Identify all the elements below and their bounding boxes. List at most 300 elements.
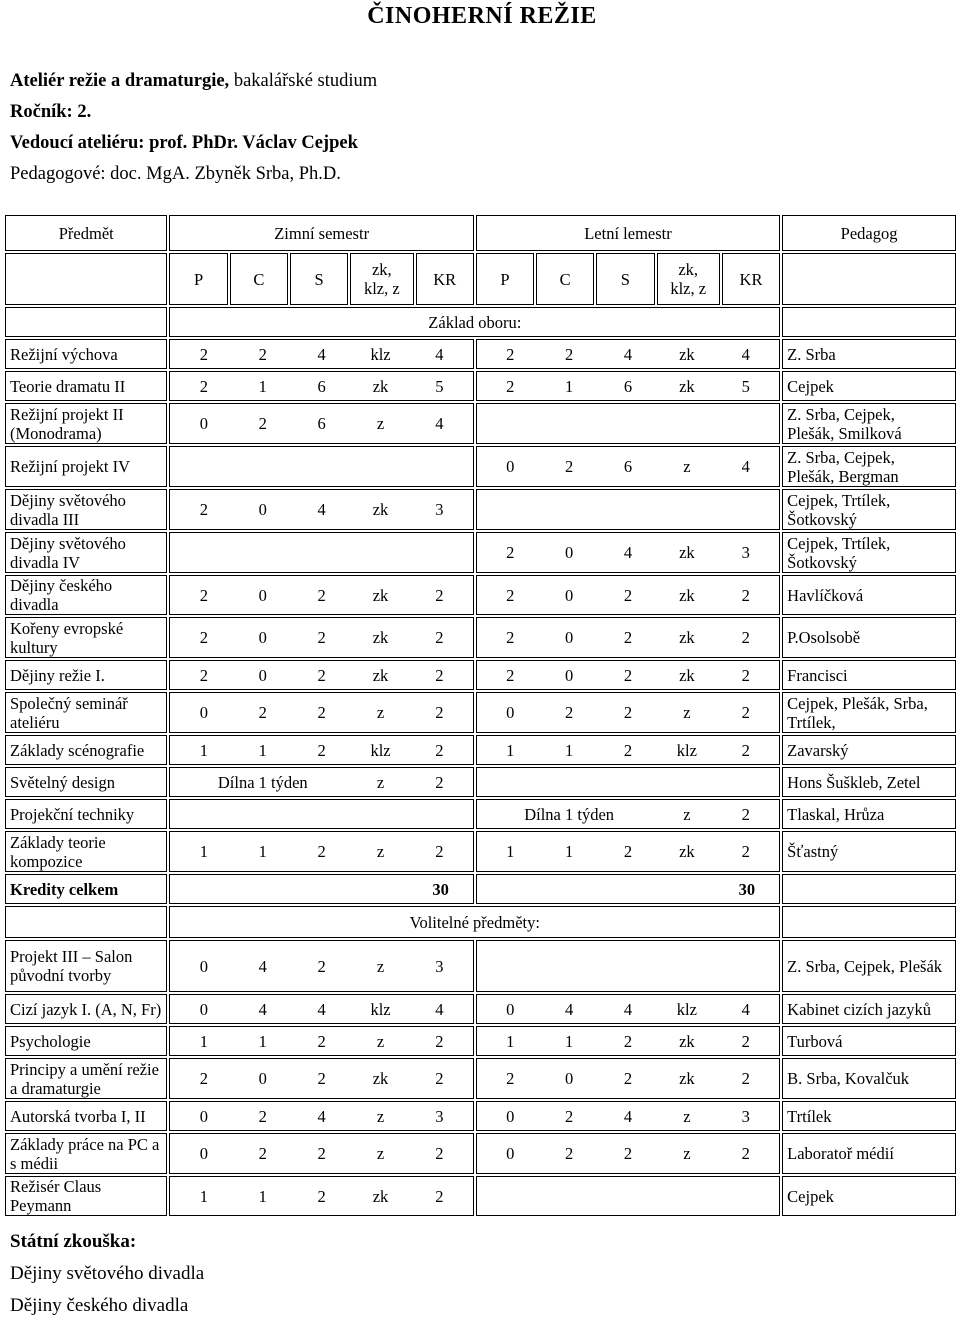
value-cell: 4 bbox=[435, 344, 444, 364]
teacher-name: Laboratoř médií bbox=[782, 1133, 956, 1174]
teacher-name: Cejpek bbox=[782, 1176, 956, 1216]
value-cell: 0 bbox=[565, 628, 574, 647]
value-cell: 2 bbox=[199, 500, 209, 519]
summer-values bbox=[476, 735, 780, 765]
summer-values bbox=[476, 532, 780, 573]
value-cell: z bbox=[683, 1106, 691, 1126]
value-cell: 0 bbox=[199, 956, 209, 976]
value-cell: zk bbox=[679, 1031, 695, 1051]
value-cell: 2 bbox=[623, 842, 633, 861]
value-cell: 2 bbox=[741, 1031, 750, 1051]
value-cell: 4 bbox=[258, 956, 267, 976]
value-cell: 4 bbox=[623, 543, 633, 562]
value-cell: zk bbox=[679, 628, 695, 647]
value-grid bbox=[174, 628, 468, 647]
col-head-subject: Předmět bbox=[5, 215, 167, 251]
value-cell: 1 bbox=[258, 842, 267, 861]
empty-cell bbox=[782, 874, 956, 904]
value-cell: klz bbox=[370, 999, 391, 1019]
value-cell: 2 bbox=[623, 585, 633, 605]
teacher-name: B. Srba, Kovalčuk bbox=[782, 1058, 956, 1099]
empty-cell bbox=[782, 253, 956, 305]
value-cell: 4 bbox=[435, 999, 444, 1019]
table-row bbox=[5, 906, 956, 938]
value-cell: 1 bbox=[565, 376, 574, 396]
value-cell: 4 bbox=[435, 414, 444, 433]
workshop-label: Dílna 1 týden bbox=[524, 804, 615, 824]
value-grid bbox=[481, 1144, 775, 1163]
state-exam-heading: Státní zkouška: bbox=[10, 1231, 137, 1252]
empty-cell bbox=[5, 253, 167, 305]
value-cell: 6 bbox=[623, 376, 633, 396]
value-cell: zk bbox=[679, 1069, 695, 1088]
value-cell: zk bbox=[372, 1186, 389, 1206]
winter-values bbox=[169, 371, 473, 401]
value-grid bbox=[174, 666, 468, 685]
value-cell: 4 bbox=[317, 999, 326, 1019]
value-grid bbox=[481, 703, 775, 722]
col-head: zk, klz, z bbox=[350, 253, 413, 305]
value-cell: 2 bbox=[317, 956, 326, 976]
value-cell: 0 bbox=[258, 628, 267, 647]
value-cell: 0 bbox=[199, 703, 209, 722]
teacher-name: Francisci bbox=[782, 660, 956, 690]
subject-name: Režisér Claus Peymann bbox=[5, 1176, 167, 1216]
value-cell: klz bbox=[370, 344, 391, 364]
winter-values bbox=[169, 994, 473, 1024]
value-grid bbox=[481, 1107, 775, 1126]
value-cell: 2 bbox=[435, 772, 444, 792]
value-cell: 2 bbox=[506, 628, 515, 647]
value-cell: 2 bbox=[741, 1144, 750, 1163]
value-cell: 0 bbox=[506, 703, 515, 722]
value-grid bbox=[481, 1069, 775, 1088]
winter-values bbox=[169, 660, 473, 690]
value-cell: 2 bbox=[741, 703, 750, 722]
winter-values bbox=[169, 403, 473, 444]
value-cell: 6 bbox=[317, 414, 326, 433]
value-cell: 2 bbox=[623, 665, 633, 685]
page-title: ČINOHERNÍ REŽIE bbox=[367, 3, 597, 29]
value-grid bbox=[481, 377, 775, 396]
col-head-summer: Letní lemestr bbox=[476, 215, 780, 251]
value-cell: 2 bbox=[317, 842, 326, 861]
value-cell: 2 bbox=[317, 628, 326, 647]
table-row bbox=[5, 735, 956, 765]
col-head: P bbox=[169, 253, 227, 305]
value-cell: 0 bbox=[199, 1144, 209, 1163]
value-cell: 4 bbox=[623, 999, 633, 1019]
value-cell: 2 bbox=[506, 344, 515, 364]
value-cell: 2 bbox=[435, 1186, 444, 1206]
value-cell: 1 bbox=[258, 376, 267, 396]
teacher-name: Zavarský bbox=[782, 735, 956, 765]
winter-values bbox=[169, 735, 473, 765]
teacher-name: Havlíčková bbox=[782, 575, 956, 615]
value-cell: 1 bbox=[506, 1031, 515, 1051]
value-cell: 4 bbox=[741, 344, 750, 364]
document-header bbox=[10, 66, 377, 190]
table-row bbox=[5, 403, 956, 444]
table-row bbox=[5, 339, 956, 369]
value-cell: 2 bbox=[317, 585, 326, 605]
summer-values bbox=[476, 446, 780, 487]
col-head: zk, klz, z bbox=[657, 253, 720, 305]
value-cell: 1 bbox=[258, 740, 267, 760]
summer-values bbox=[476, 403, 780, 444]
value-cell: 0 bbox=[258, 500, 267, 519]
subject-name: Dějiny světového divadla III bbox=[5, 489, 167, 530]
teacher-name: P.Osolsobě bbox=[782, 617, 956, 658]
section-optional-heading: Volitelné předměty: bbox=[169, 906, 780, 938]
value-cell: 3 bbox=[435, 500, 444, 519]
value-cell: 2 bbox=[258, 703, 267, 722]
table-row bbox=[5, 994, 956, 1024]
value-cell: 2 bbox=[199, 344, 209, 364]
col-head-winter: Zimní semestr bbox=[169, 215, 473, 251]
value-cell: z bbox=[376, 772, 385, 792]
value-cell: 4 bbox=[317, 344, 326, 364]
value-cell: klz bbox=[370, 740, 391, 760]
value-cell: 1 bbox=[199, 740, 209, 760]
winter-values bbox=[169, 489, 473, 530]
value-grid bbox=[174, 1069, 468, 1088]
col-head: S bbox=[290, 253, 348, 305]
value-cell: 2 bbox=[506, 376, 515, 396]
curriculum-table bbox=[3, 213, 958, 1218]
winter-values bbox=[169, 831, 473, 872]
value-grid bbox=[481, 842, 775, 861]
table-row bbox=[5, 1058, 956, 1099]
value-cell: 0 bbox=[506, 1106, 515, 1126]
value-cell: 2 bbox=[258, 344, 267, 364]
head-line: Vedoucí ateliéru: prof. PhDr. Václav Cejpek bbox=[10, 133, 358, 153]
winter-values bbox=[169, 532, 473, 573]
value-cell: 4 bbox=[741, 457, 750, 476]
value-cell: 2 bbox=[199, 1069, 209, 1088]
subject-name: Principy a umění režie a dramaturgie bbox=[5, 1058, 167, 1099]
winter-values bbox=[169, 1176, 473, 1216]
subject-name: Režijní projekt II (Monodrama) bbox=[5, 403, 167, 444]
value-cell: 1 bbox=[506, 842, 515, 861]
col-head: P bbox=[476, 253, 534, 305]
value-cell: 2 bbox=[565, 457, 574, 476]
table-row bbox=[5, 1101, 956, 1131]
empty-cell bbox=[782, 307, 956, 337]
value-cell: klz bbox=[676, 999, 697, 1019]
col-head: KR bbox=[722, 253, 780, 305]
value-cell: 2 bbox=[741, 804, 750, 824]
subject-name: Psychologie bbox=[5, 1026, 167, 1056]
value-cell: 2 bbox=[506, 1069, 515, 1088]
value-cell: 2 bbox=[623, 703, 633, 722]
value-cell: 2 bbox=[435, 1031, 444, 1051]
value-cell: 2 bbox=[199, 665, 209, 685]
summer-values bbox=[476, 692, 780, 733]
value-cell: 1 bbox=[258, 1031, 267, 1051]
value-cell: 1 bbox=[258, 1186, 267, 1206]
teacher-name: Šťastný bbox=[782, 831, 956, 872]
value-grid bbox=[174, 773, 468, 792]
value-cell: 0 bbox=[199, 414, 209, 433]
empty-cell bbox=[5, 307, 167, 337]
value-cell: 2 bbox=[317, 665, 326, 685]
value-cell: 2 bbox=[317, 1186, 326, 1206]
value-cell: z bbox=[683, 1144, 691, 1163]
winter-values bbox=[169, 767, 473, 797]
value-cell: zk bbox=[372, 500, 389, 519]
col-head: C bbox=[230, 253, 288, 305]
value-grid bbox=[174, 500, 468, 519]
value-cell: z bbox=[376, 1144, 385, 1163]
value-cell: 4 bbox=[741, 999, 750, 1019]
subject-name: Dějiny světového divadla IV bbox=[5, 532, 167, 573]
value-cell: 0 bbox=[565, 1069, 574, 1088]
value-cell: 2 bbox=[435, 585, 444, 605]
subject-name: Režijní projekt IV bbox=[5, 446, 167, 487]
value-cell: zk bbox=[679, 585, 695, 605]
table-row bbox=[5, 617, 956, 658]
value-cell: 2 bbox=[741, 628, 750, 647]
value-cell: 2 bbox=[623, 1031, 633, 1051]
value-grid bbox=[481, 805, 775, 824]
value-cell: z bbox=[376, 956, 385, 976]
value-cell: zk bbox=[679, 376, 695, 396]
subject-name: Základy scénografie bbox=[5, 735, 167, 765]
table-row bbox=[5, 532, 956, 573]
value-cell: zk bbox=[372, 1069, 389, 1088]
teacher-name: Z. Srba, Cejpek, Plešák, Smilková bbox=[782, 403, 956, 444]
value-cell: 0 bbox=[506, 999, 515, 1019]
value-cell: 2 bbox=[741, 740, 750, 760]
value-grid bbox=[174, 586, 468, 605]
subject-name: Kořeny evropské kultury bbox=[5, 617, 167, 658]
value-cell: zk bbox=[372, 665, 389, 685]
value-cell: 2 bbox=[199, 628, 209, 647]
value-cell: zk bbox=[679, 543, 695, 562]
value-cell: 2 bbox=[199, 585, 209, 605]
table-row bbox=[5, 874, 956, 904]
value-cell: 2 bbox=[317, 1069, 326, 1088]
value-cell: 6 bbox=[623, 457, 633, 476]
value-cell: 2 bbox=[741, 585, 750, 605]
value-grid bbox=[174, 1144, 468, 1163]
subject-name: Cizí jazyk I. (A, N, Fr) bbox=[5, 994, 167, 1024]
value-cell: 4 bbox=[565, 999, 574, 1019]
value-cell: 5 bbox=[435, 376, 444, 396]
value-cell: klz bbox=[676, 740, 697, 760]
subject-name: Základy teorie kompozice bbox=[5, 831, 167, 872]
table-row bbox=[5, 940, 956, 992]
summer-values bbox=[476, 1026, 780, 1056]
value-grid bbox=[481, 586, 775, 605]
year-line: Ročník: 2. bbox=[10, 102, 92, 122]
value-cell: 2 bbox=[506, 585, 515, 605]
value-cell: 2 bbox=[506, 665, 515, 685]
value-cell: 2 bbox=[435, 740, 444, 760]
value-cell: z bbox=[683, 457, 691, 476]
table-row bbox=[5, 660, 956, 690]
winter-values bbox=[169, 692, 473, 733]
value-cell: zk bbox=[679, 842, 695, 861]
value-cell: 3 bbox=[435, 1106, 444, 1126]
state-exam-item: Dějiny světového divadla bbox=[10, 1263, 205, 1284]
summer-values bbox=[476, 1058, 780, 1099]
value-cell: 2 bbox=[565, 703, 574, 722]
table-row bbox=[5, 767, 956, 797]
value-cell: zk bbox=[372, 376, 389, 396]
table-row bbox=[5, 371, 956, 401]
teacher-name: Cejpek, Trtílek, Šotkovský bbox=[782, 489, 956, 530]
col-head: KR bbox=[416, 253, 474, 305]
table-row bbox=[5, 692, 956, 733]
value-grid bbox=[174, 377, 468, 396]
value-cell: 0 bbox=[565, 665, 574, 685]
teacher-name: Trtílek bbox=[782, 1101, 956, 1131]
value-cell: 2 bbox=[741, 1069, 750, 1088]
value-cell: 2 bbox=[199, 376, 209, 396]
winter-values bbox=[169, 1026, 473, 1056]
subject-name: Světelný design bbox=[5, 767, 167, 797]
state-exam bbox=[10, 1226, 204, 1322]
value-grid bbox=[174, 345, 468, 364]
teacher-name: Hons Šuškleb, Zetel bbox=[782, 767, 956, 797]
value-cell: 2 bbox=[741, 842, 750, 861]
value-grid bbox=[174, 703, 468, 722]
section-basic-heading: Základ oboru: bbox=[169, 307, 780, 337]
table-row bbox=[5, 215, 956, 251]
teacher-name: Z. Srba bbox=[782, 339, 956, 369]
value-cell: 2 bbox=[435, 628, 444, 647]
value-grid bbox=[174, 842, 468, 861]
value-grid bbox=[481, 1000, 775, 1019]
summer-values bbox=[476, 1133, 780, 1174]
value-cell: 2 bbox=[623, 740, 633, 760]
teacher-name: Z. Srba, Cejpek, Plešák bbox=[782, 940, 956, 992]
teacher-name: Cejpek bbox=[782, 371, 956, 401]
summer-values bbox=[476, 799, 780, 829]
value-cell: 2 bbox=[317, 1031, 326, 1051]
value-cell: 0 bbox=[258, 665, 267, 685]
value-grid bbox=[174, 414, 468, 433]
teacher-name: Z. Srba, Cejpek, Plešák, Bergman bbox=[782, 446, 956, 487]
col-head-teacher: Pedagog bbox=[782, 215, 956, 251]
value-cell: 2 bbox=[435, 703, 444, 722]
value-cell: zk bbox=[679, 665, 695, 685]
value-cell: zk bbox=[679, 344, 695, 364]
col-head: C bbox=[536, 253, 594, 305]
value-cell: 2 bbox=[565, 1144, 574, 1163]
value-cell: 4 bbox=[317, 1106, 326, 1126]
value-cell: 2 bbox=[435, 1069, 444, 1088]
table-row bbox=[5, 1133, 956, 1174]
teacher-name: Cejpek, Trtílek, Šotkovský bbox=[782, 532, 956, 573]
value-cell: 1 bbox=[565, 842, 574, 861]
subject-name: Projekční techniky bbox=[5, 799, 167, 829]
value-cell: z bbox=[376, 1031, 385, 1051]
summer-credits: 30 bbox=[476, 874, 780, 904]
value-cell: 4 bbox=[317, 500, 326, 519]
value-cell: 4 bbox=[623, 1106, 633, 1126]
value-cell: z bbox=[376, 414, 385, 433]
table-row bbox=[5, 831, 956, 872]
table-row bbox=[5, 575, 956, 615]
value-grid bbox=[174, 1107, 468, 1126]
value-cell: 2 bbox=[258, 414, 267, 433]
summer-values bbox=[476, 1101, 780, 1131]
value-grid bbox=[481, 666, 775, 685]
value-cell: 3 bbox=[741, 1106, 750, 1126]
studio-line: Ateliér režie a dramaturgie, bakalářské studium bbox=[10, 71, 378, 91]
value-cell: 0 bbox=[199, 999, 209, 1019]
value-cell: z bbox=[683, 804, 691, 824]
summer-values bbox=[476, 489, 780, 530]
teachers-line: Pedagogové: doc. MgA. Zbyněk Srba, Ph.D. bbox=[10, 164, 341, 184]
summer-values bbox=[476, 617, 780, 658]
empty-cell bbox=[5, 906, 167, 938]
value-cell: 0 bbox=[258, 585, 267, 605]
value-cell: 3 bbox=[741, 543, 750, 562]
table-row bbox=[5, 1176, 956, 1216]
value-cell: 2 bbox=[317, 1144, 326, 1163]
value-cell: 0 bbox=[506, 1144, 515, 1163]
value-grid bbox=[481, 628, 775, 647]
table-row bbox=[5, 253, 956, 305]
workshop-label: Dílna 1 týden bbox=[217, 772, 308, 792]
col-head: S bbox=[596, 253, 654, 305]
value-cell: 1 bbox=[199, 842, 209, 861]
value-cell: 0 bbox=[565, 585, 574, 605]
winter-values bbox=[169, 1133, 473, 1174]
winter-values bbox=[169, 339, 473, 369]
value-cell: 1 bbox=[506, 740, 515, 760]
value-cell: 2 bbox=[258, 1144, 267, 1163]
empty-cell bbox=[782, 906, 956, 938]
value-grid bbox=[174, 1032, 468, 1051]
value-cell: 2 bbox=[506, 543, 515, 562]
value-cell: 6 bbox=[317, 376, 326, 396]
value-grid bbox=[481, 741, 775, 760]
teacher-name: Cejpek, Plešák, Srba, Trtílek, bbox=[782, 692, 956, 733]
value-grid bbox=[481, 543, 775, 562]
value-cell: 4 bbox=[258, 999, 267, 1019]
value-cell: 2 bbox=[317, 740, 326, 760]
value-cell: 5 bbox=[741, 376, 750, 396]
value-cell: 1 bbox=[199, 1186, 209, 1206]
winter-values bbox=[169, 617, 473, 658]
winter-credits: 30 bbox=[169, 874, 473, 904]
value-cell: 2 bbox=[623, 628, 633, 647]
value-cell: 1 bbox=[565, 740, 574, 760]
value-cell: 1 bbox=[565, 1031, 574, 1051]
subject-name: Teorie dramatu II bbox=[5, 371, 167, 401]
value-cell: 2 bbox=[565, 344, 574, 364]
table-row bbox=[5, 1026, 956, 1056]
subject-name: Společný seminář ateliéru bbox=[5, 692, 167, 733]
subject-name: Základy práce na PC a s médii bbox=[5, 1133, 167, 1174]
summer-values bbox=[476, 660, 780, 690]
value-cell: zk bbox=[372, 628, 389, 647]
value-cell: 3 bbox=[435, 956, 444, 976]
winter-values bbox=[169, 940, 473, 992]
summer-values bbox=[476, 994, 780, 1024]
teacher-name: Turbová bbox=[782, 1026, 956, 1056]
value-cell: 1 bbox=[199, 1031, 209, 1051]
value-cell: z bbox=[376, 842, 385, 861]
teacher-name: Tlaskal, Hrůza bbox=[782, 799, 956, 829]
value-grid bbox=[174, 741, 468, 760]
summer-values bbox=[476, 371, 780, 401]
